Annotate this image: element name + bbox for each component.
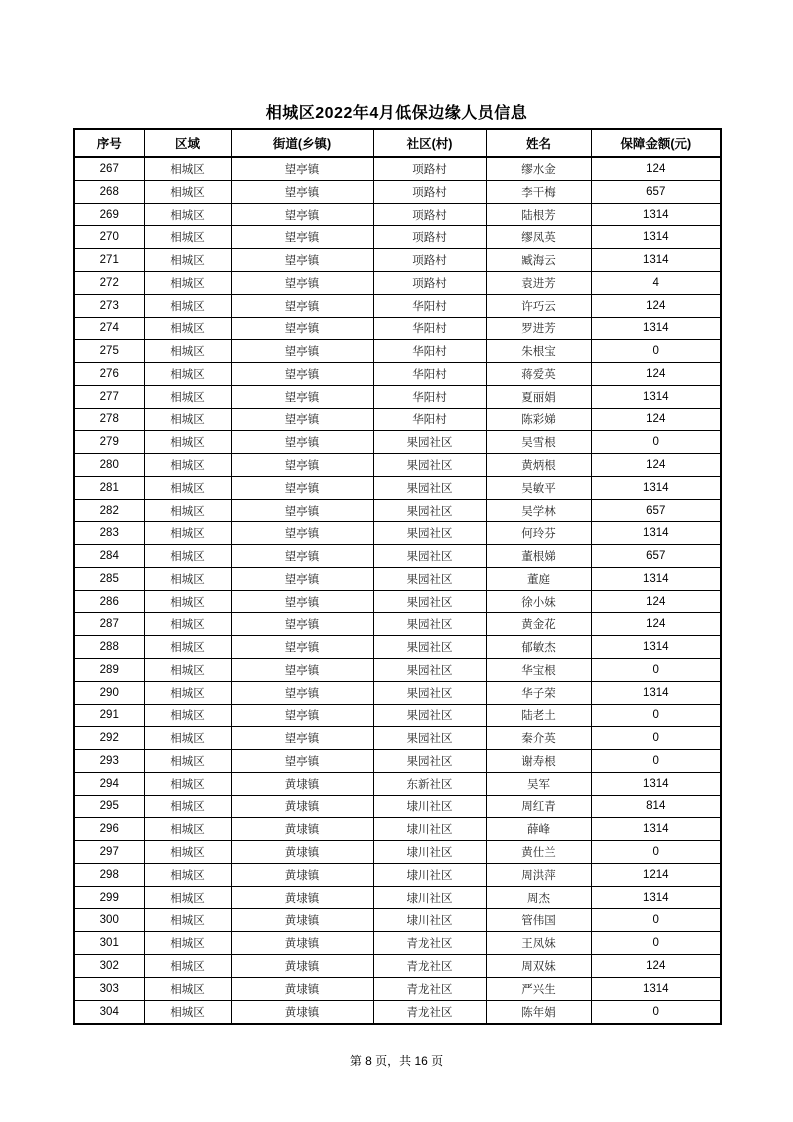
table-row [74,1000,721,1024]
table-cell: 相城区 [144,294,231,317]
table-cell: 项路村 [373,157,486,180]
table-cell: 青龙社区 [373,954,486,977]
table-cell: 相城区 [144,157,231,180]
table-cell: 124 [591,954,721,977]
table-row [74,818,721,841]
table-cell: 282 [74,499,144,522]
table-row [74,750,721,773]
table-cell: 297 [74,841,144,864]
table-cell: 望亭镇 [231,385,373,408]
table-row [74,226,721,249]
table-cell: 0 [591,909,721,932]
table-cell: 果园社区 [373,499,486,522]
table-cell: 285 [74,567,144,590]
table-cell: 相城区 [144,272,231,295]
table-cell: 华阳村 [373,385,486,408]
table-cell: 黄埭镇 [231,772,373,795]
table-cell: 陈年娟 [486,1000,591,1024]
table-cell: 124 [591,363,721,386]
table-cell: 1314 [591,522,721,545]
table-cell: 夏丽娟 [486,385,591,408]
table-cell: 271 [74,249,144,272]
table-row [74,180,721,203]
table-cell: 吴学林 [486,499,591,522]
table-cell: 周杰 [486,886,591,909]
table-cell: 望亭镇 [231,727,373,750]
table-cell: 298 [74,863,144,886]
table-row [74,476,721,499]
table-cell: 281 [74,476,144,499]
table-cell: 292 [74,727,144,750]
table-cell: 吴敏平 [486,476,591,499]
table-cell: 黄埭镇 [231,841,373,864]
table-cell: 1214 [591,863,721,886]
table-row [74,613,721,636]
table-cell: 293 [74,750,144,773]
table-cell: 望亭镇 [231,340,373,363]
table-cell: 缪凤英 [486,226,591,249]
table-cell: 1314 [591,476,721,499]
page-title: 相城区2022年4月低保边缘人员信息 [265,105,528,122]
table-cell: 相城区 [144,659,231,682]
table-cell: 埭川社区 [373,841,486,864]
table-cell: 0 [591,932,721,955]
table-cell: 287 [74,613,144,636]
column-header: 序号 [74,129,144,157]
table-cell: 果园社区 [373,545,486,568]
table-row [74,727,721,750]
table-cell: 相城区 [144,750,231,773]
table-cell: 望亭镇 [231,294,373,317]
table-cell: 1314 [591,636,721,659]
table-cell: 0 [591,750,721,773]
table-cell: 4 [591,272,721,295]
table-cell: 相城区 [144,954,231,977]
table-cell: 1314 [591,385,721,408]
table-cell: 657 [591,499,721,522]
table-cell: 275 [74,340,144,363]
table-cell: 朱根宝 [486,340,591,363]
table-row [74,772,721,795]
table-cell: 278 [74,408,144,431]
table-cell: 296 [74,818,144,841]
table-cell: 黄埭镇 [231,977,373,1000]
table-row [74,659,721,682]
table-cell: 相城区 [144,681,231,704]
table-cell: 300 [74,909,144,932]
table-cell: 吴雪根 [486,431,591,454]
table-cell: 1314 [591,886,721,909]
table-cell: 1314 [591,818,721,841]
table-cell: 相城区 [144,841,231,864]
table-cell: 果园社区 [373,567,486,590]
table-cell: 袁进芳 [486,272,591,295]
table-cell: 望亭镇 [231,226,373,249]
table-cell: 303 [74,977,144,1000]
table-cell: 相城区 [144,818,231,841]
table-cell: 埭川社区 [373,795,486,818]
table-cell: 黄埭镇 [231,932,373,955]
table-cell: 273 [74,294,144,317]
table-cell: 许巧云 [486,294,591,317]
table-cell: 青龙社区 [373,932,486,955]
table-cell: 291 [74,704,144,727]
table-cell: 华阳村 [373,294,486,317]
table-cell: 相城区 [144,545,231,568]
table-row [74,545,721,568]
table-cell: 果园社区 [373,613,486,636]
table-cell: 相城区 [144,886,231,909]
table-row [74,841,721,864]
table-cell: 果园社区 [373,704,486,727]
table-row [74,681,721,704]
table-cell: 望亭镇 [231,704,373,727]
column-header: 街道(乡镇) [231,129,373,157]
table-cell: 657 [591,180,721,203]
table-cell: 望亭镇 [231,249,373,272]
table-cell: 陆老土 [486,704,591,727]
column-header: 社区(村) [373,129,486,157]
table-cell: 望亭镇 [231,431,373,454]
table-row [74,932,721,955]
table-cell: 0 [591,704,721,727]
table-row [74,886,721,909]
table-cell: 黄金花 [486,613,591,636]
table-row [74,317,721,340]
table-cell: 望亭镇 [231,681,373,704]
table-cell: 相城区 [144,932,231,955]
table-cell: 124 [591,157,721,180]
table-cell: 华子荣 [486,681,591,704]
table-row [74,567,721,590]
table-cell: 华阳村 [373,340,486,363]
table-cell: 周双妹 [486,954,591,977]
table-cell: 青龙社区 [373,977,486,1000]
table-row [74,385,721,408]
table-cell: 项路村 [373,249,486,272]
table-cell: 望亭镇 [231,317,373,340]
column-header: 保障金额(元) [591,129,721,157]
table-cell: 相城区 [144,704,231,727]
table-cell: 埭川社区 [373,909,486,932]
table-cell: 果园社区 [373,750,486,773]
table-row [74,408,721,431]
table-cell: 望亭镇 [231,408,373,431]
table-cell: 1314 [591,772,721,795]
table-cell: 果园社区 [373,431,486,454]
table-cell: 299 [74,886,144,909]
table-row [74,954,721,977]
table-cell: 124 [591,590,721,613]
table-cell: 果园社区 [373,727,486,750]
table-cell: 290 [74,681,144,704]
table-cell: 东新社区 [373,772,486,795]
table-cell: 望亭镇 [231,454,373,477]
table-cell: 124 [591,613,721,636]
table-cell: 黄炳根 [486,454,591,477]
table-cell: 相城区 [144,522,231,545]
table-row [74,704,721,727]
table-cell: 李干梅 [486,180,591,203]
table-cell: 陈彩娣 [486,408,591,431]
table-cell: 302 [74,954,144,977]
table-row [74,203,721,226]
table-cell: 相城区 [144,454,231,477]
table-cell: 埭川社区 [373,818,486,841]
table-cell: 罗进芳 [486,317,591,340]
table-cell: 相城区 [144,317,231,340]
table-cell: 1314 [591,681,721,704]
table-cell: 269 [74,203,144,226]
table-cell: 果园社区 [373,636,486,659]
table-cell: 1314 [591,317,721,340]
table-cell: 望亭镇 [231,180,373,203]
table-cell: 1314 [591,226,721,249]
table-cell: 青龙社区 [373,1000,486,1024]
table-cell: 284 [74,545,144,568]
table-cell: 望亭镇 [231,545,373,568]
table-cell: 望亭镇 [231,363,373,386]
table-cell: 1314 [591,567,721,590]
table-cell: 相城区 [144,772,231,795]
table-cell: 郁敏杰 [486,636,591,659]
table-cell: 272 [74,272,144,295]
table-cell: 望亭镇 [231,272,373,295]
table-cell: 何玲芬 [486,522,591,545]
column-header: 区域 [144,129,231,157]
table-cell: 279 [74,431,144,454]
table-cell: 果园社区 [373,522,486,545]
table-cell: 黄埭镇 [231,863,373,886]
table-header [74,129,721,157]
table-cell: 相城区 [144,863,231,886]
table-cell: 项路村 [373,226,486,249]
table-row [74,157,721,180]
table-cell: 董根娣 [486,545,591,568]
table-cell: 相城区 [144,340,231,363]
table-cell: 黄埭镇 [231,818,373,841]
column-header: 姓名 [486,129,591,157]
table-cell: 华宝根 [486,659,591,682]
table-cell: 项路村 [373,203,486,226]
table-cell: 相城区 [144,909,231,932]
table-cell: 1314 [591,977,721,1000]
table-cell: 黄仕兰 [486,841,591,864]
table-cell: 301 [74,932,144,955]
table-row [74,294,721,317]
table-cell: 1314 [591,203,721,226]
table-cell: 0 [591,1000,721,1024]
table-row [74,363,721,386]
table-cell: 项路村 [373,180,486,203]
table-cell: 277 [74,385,144,408]
table-cell: 埭川社区 [373,886,486,909]
table-cell: 管伟国 [486,909,591,932]
table-cell: 相城区 [144,226,231,249]
table-cell: 124 [591,294,721,317]
table-cell: 黄埭镇 [231,795,373,818]
table-cell: 黄埭镇 [231,909,373,932]
table-cell: 果园社区 [373,476,486,499]
table-cell: 相城区 [144,613,231,636]
table-cell: 秦介英 [486,727,591,750]
table-cell: 果园社区 [373,659,486,682]
table-cell: 814 [591,795,721,818]
table-row [74,431,721,454]
table-cell: 望亭镇 [231,499,373,522]
table-cell: 华阳村 [373,363,486,386]
table-cell: 徐小妹 [486,590,591,613]
table-cell: 267 [74,157,144,180]
table-cell: 果园社区 [373,454,486,477]
table-cell: 果园社区 [373,590,486,613]
table-cell: 280 [74,454,144,477]
table-row [74,636,721,659]
table-row [74,909,721,932]
table-cell: 望亭镇 [231,636,373,659]
table-cell: 黄埭镇 [231,954,373,977]
table-row [74,340,721,363]
table-cell: 项路村 [373,272,486,295]
table-cell: 严兴生 [486,977,591,1000]
table-row [74,454,721,477]
table-cell: 华阳村 [373,317,486,340]
table-cell: 1314 [591,249,721,272]
table-cell: 相城区 [144,590,231,613]
table-row [74,522,721,545]
table-cell: 相城区 [144,203,231,226]
table-cell: 289 [74,659,144,682]
table-cell: 望亭镇 [231,750,373,773]
table-row [74,977,721,1000]
table-cell: 288 [74,636,144,659]
table-row [74,795,721,818]
table-cell: 薛峰 [486,818,591,841]
table-cell: 望亭镇 [231,613,373,636]
table-cell: 124 [591,408,721,431]
table-cell: 657 [591,545,721,568]
table-cell: 270 [74,226,144,249]
table-cell: 臧海云 [486,249,591,272]
table-cell: 相城区 [144,727,231,750]
table-cell: 124 [591,454,721,477]
table-cell: 董庭 [486,567,591,590]
table-cell: 王凤妹 [486,932,591,955]
table-cell: 缪水金 [486,157,591,180]
table-cell: 黄埭镇 [231,1000,373,1024]
table-cell: 0 [591,431,721,454]
table-row [74,590,721,613]
table-cell: 望亭镇 [231,476,373,499]
table-cell: 望亭镇 [231,567,373,590]
table-cell: 相城区 [144,499,231,522]
table-row [74,863,721,886]
table-cell: 蒋爱英 [486,363,591,386]
table-cell: 294 [74,772,144,795]
table-cell: 相城区 [144,636,231,659]
table-cell: 276 [74,363,144,386]
table-cell: 黄埭镇 [231,886,373,909]
table-cell: 相城区 [144,363,231,386]
table-body [74,157,721,1024]
table-cell: 相城区 [144,249,231,272]
table-cell: 望亭镇 [231,659,373,682]
table-cell: 0 [591,340,721,363]
table-cell: 0 [591,659,721,682]
table-row [74,272,721,295]
table-cell: 相城区 [144,385,231,408]
table-cell: 相城区 [144,1000,231,1024]
benefits-table [73,128,722,1025]
table-cell: 望亭镇 [231,203,373,226]
table-cell: 相城区 [144,431,231,454]
table-cell: 304 [74,1000,144,1024]
table-cell: 华阳村 [373,408,486,431]
table-cell: 相城区 [144,795,231,818]
table-cell: 0 [591,841,721,864]
table-header-row [74,129,721,157]
table-cell: 吴军 [486,772,591,795]
table-cell: 268 [74,180,144,203]
table-cell: 295 [74,795,144,818]
table-cell: 望亭镇 [231,522,373,545]
table-cell: 相城区 [144,476,231,499]
table-row [74,249,721,272]
table-cell: 望亭镇 [231,157,373,180]
table-row [74,499,721,522]
table-cell: 283 [74,522,144,545]
table-cell: 相城区 [144,408,231,431]
table-cell: 286 [74,590,144,613]
table-cell: 周红青 [486,795,591,818]
table-cell: 274 [74,317,144,340]
table-cell: 相城区 [144,180,231,203]
table-cell: 谢寿根 [486,750,591,773]
page-number-footer: 第 8 页，共 16 页 [349,1054,444,1068]
table-cell: 周洪萍 [486,863,591,886]
table-cell: 相城区 [144,567,231,590]
table-cell: 陆根芳 [486,203,591,226]
table-cell: 果园社区 [373,681,486,704]
table-cell: 望亭镇 [231,590,373,613]
table-cell: 相城区 [144,977,231,1000]
table-cell: 0 [591,727,721,750]
table-cell: 埭川社区 [373,863,486,886]
